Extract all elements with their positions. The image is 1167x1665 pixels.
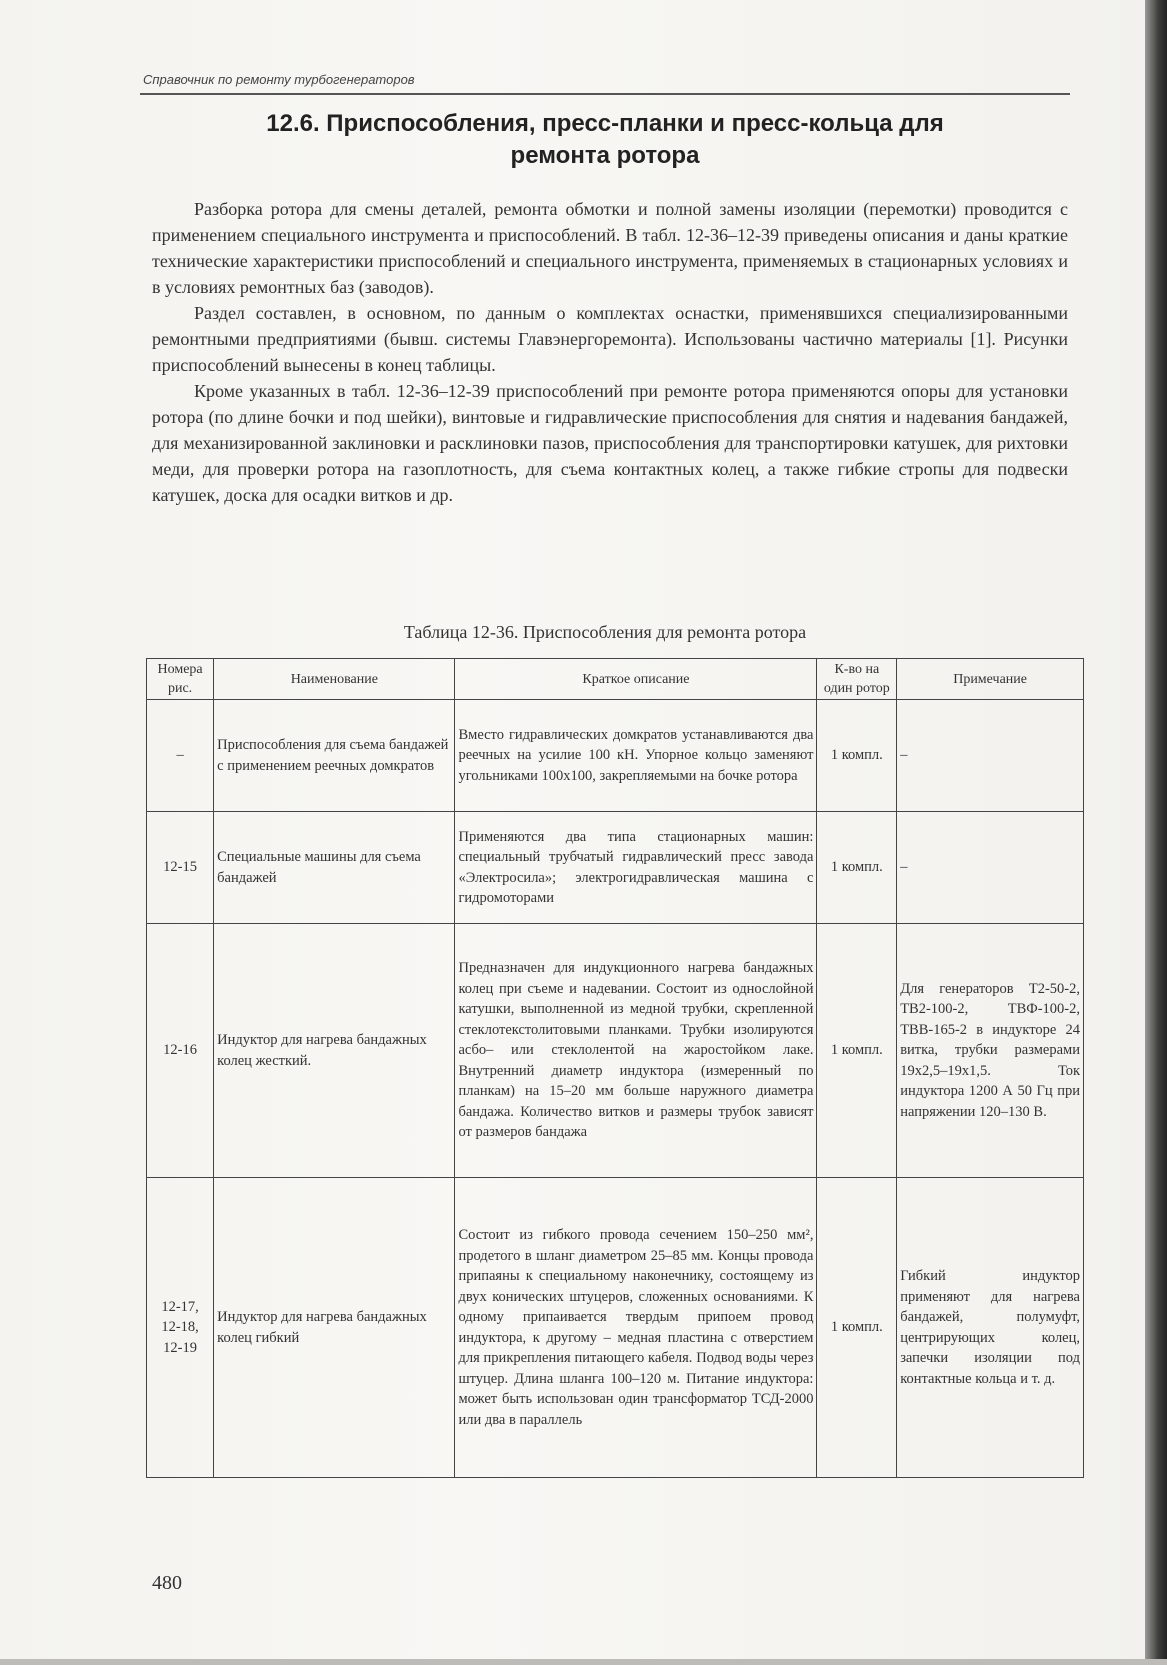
paragraph: Кроме указанных в табл. 12-36–12-39 приспособлений при ремонте ротора применяются опоры для установки ротора (по длине бочки и под шейки), винтовые и гидравлические приспособления для снятия и надевания бандажей, для механизированной заклиновки и расклиновки пазов, приспособления для транспортировки катушек, для рихтовки меди, для проверки ротора на газоплотность, для съема контактных колец, а также гибкие стропы для подвески катушек, доска для осадки витков и др.	[152, 381, 1068, 505]
header-quantity: К-во на один ротор	[817, 659, 897, 700]
cell-name: Приспособления для съема бандажей с применением реечных домкратов	[214, 700, 455, 812]
paragraph: Раздел составлен, в основном, по данным о комплектах оснастки, применявшихся специализированными ремонтными предприятиями (бывш. системы Главэнергоремонта). Использованы частично материалы [1]. Рисунки приспособлений вынесены в конец таблицы.	[152, 303, 1068, 375]
cell-description: Состоит из гибкого провода сечением 150–250 мм², продетого в шланг диаметром 25–85 мм. Концы провода припаяны к специальному наконечнику, состоящему из двух конических штуцеров, сложенных основаниями. К одному припаивается твердым припоем провод индуктора, к другому – медная пластина с отверстием для прикрепления питающего кабеля. Подвод воды через штуцер. Длина шланга 100–120 м. Питание индуктора: может быть использован один трансформатор ТСД-2000 или два в параллель	[455, 1178, 817, 1478]
page-number: 480	[152, 1572, 182, 1594]
section-title-line-2: ремонта ротора	[510, 142, 700, 169]
cell-note: Для генераторов Т2-50-2, ТВ2-100-2, ТВФ-100-2, ТВВ-165-2 в индукторе 24 витка, трубки размерами 19х2,5–19х1,5. Ток индуктора 1200 А 50 Гц при напряжении 120–130 В.	[897, 924, 1084, 1178]
table-header-row	[147, 659, 1084, 700]
cell-note: Гибкий индуктор применяют для нагрева бандажей, полумуфт, центрирующих колец, запечки изоляции под контактные кольца и т. д.	[897, 1178, 1084, 1478]
running-head: Справочник по ремонту турбогенераторов	[143, 72, 415, 87]
cell-quantity: 1 компл.	[817, 700, 897, 812]
cell-quantity: 1 компл.	[817, 1178, 897, 1478]
table-caption: Таблица 12-36. Приспособления для ремонта ротора	[403, 622, 807, 642]
cell-note: –	[897, 812, 1084, 924]
header-name: Наименование	[214, 659, 455, 700]
cell-name: Индуктор для нагрева бандажных колец гибкий	[214, 1178, 455, 1478]
paragraph: Разборка ротора для смены деталей, ремонта обмотки и полной замены изоляции (перемотки) проводится с применением специального инструмента и приспособлений. В табл. 12-36–12-39 приведены описания и даны краткие технические характеристики приспособлений и специального инструмента, применяемых в стационарных условиях и в условиях ремонтных баз (заводов).	[152, 199, 1068, 297]
cell-fig-number: 12-15	[147, 812, 214, 924]
cell-fig-number: –	[147, 700, 214, 812]
cell-name: Индуктор для нагрева бандажных колец жесткий.	[214, 924, 455, 1178]
scan-bottom-edge	[0, 1659, 1167, 1665]
header-note: Примечание	[897, 659, 1084, 700]
cell-quantity: 1 компл.	[817, 924, 897, 1178]
section-title	[140, 108, 1070, 172]
body-text	[152, 196, 1068, 508]
cell-description: Предназначен для индукционного нагрева бандажных колец при съеме и надевании. Состоит из однослойной катушки, выполненной из медной трубки, скрепленной стеклотекстолитовыми планками. Трубки изолируются асбо– или стеклолентой на жаростойком лаке. Внутренний диаметр индуктора (измеренный по планкам) на 15–20 мм больше наружного диаметра бандажа. Количество витков и размеры трубок зависят от размеров бандажа	[455, 924, 817, 1178]
table-row	[147, 812, 1084, 924]
header-rule	[140, 93, 1070, 95]
cell-name: Специальные машины для съема бандажей	[214, 812, 455, 924]
cell-description: Вместо гидравлических домкратов устанавливаются два реечных на усилие 100 кН. Упорное кольцо заменяют угольниками 100х100, закрепляемыми на бочке ротора	[455, 700, 817, 812]
cell-fig-number: 12-17, 12-18, 12-19	[147, 1178, 214, 1478]
table-row	[147, 924, 1084, 1178]
table-row	[147, 1178, 1084, 1478]
cell-note: –	[897, 700, 1084, 812]
header-fig-numbers: Номера рис.	[147, 659, 214, 700]
table-row	[147, 700, 1084, 812]
cell-description: Применяются два типа стационарных машин: специальный трубчатый гидравлический пресс завода «Электросила»; электрогидравлическая машина с гидромоторами	[455, 812, 817, 924]
cell-quantity: 1 компл.	[817, 812, 897, 924]
cell-fig-number: 12-16	[147, 924, 214, 1178]
fixtures-table	[146, 658, 1084, 1478]
header-description: Краткое описание	[455, 659, 817, 700]
section-title-line-1: 12.6. Приспособления, пресс-планки и пресс-кольца для	[266, 110, 944, 137]
scan-edge-shadow	[1145, 0, 1167, 1665]
